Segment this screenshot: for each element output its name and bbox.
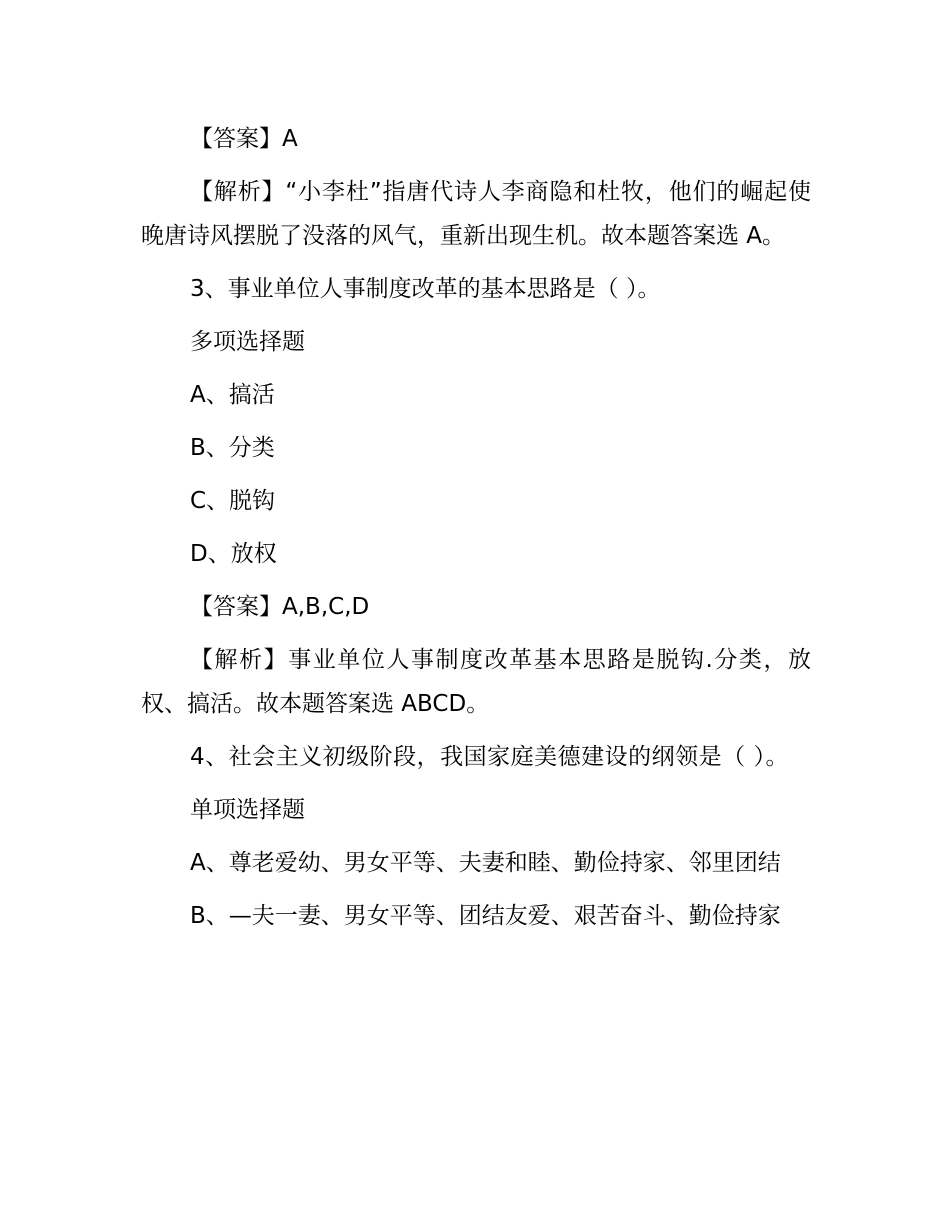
answer-paragraph: 【答案】A: [190, 126, 298, 152]
question-3: 3、事业单位人事制度改革的基本思路是（ ）。: [190, 276, 661, 302]
explanation-paragraph: 【解析】事业单位人事制度改革基本思路是脱钩.分类，放权、搞活。故本题答案选 ABCD。: [141, 647, 811, 717]
option-a: A、尊老爱幼、男女平等、夫妻和睦、勤俭持家、邻里团结: [190, 850, 781, 876]
option-c: C、脱钩: [190, 488, 276, 514]
option-b: B、分类: [190, 435, 275, 461]
option-a: A、搞活: [190, 382, 275, 408]
document-body: [141, 117, 811, 947]
question-4: 4、社会主义初级阶段，我国家庭美德建设的纲领是（ ）。: [190, 744, 789, 770]
option-b: B、—夫一妻、男女平等、团结友爱、艰苦奋斗、勤俭持家: [190, 903, 781, 929]
question-type: 多项选择题: [190, 329, 305, 355]
option-d: D、放权: [190, 541, 277, 567]
answer-paragraph: 【答案】A,B,C,D: [190, 594, 370, 620]
explanation-paragraph: 【解析】“小李杜”指唐代诗人李商隐和杜牧，他们的崛起使晚唐诗风摆脱了没落的风气，重新出现生机。故本题答案选 A。: [141, 179, 811, 249]
question-type: 单项选择题: [190, 797, 305, 823]
